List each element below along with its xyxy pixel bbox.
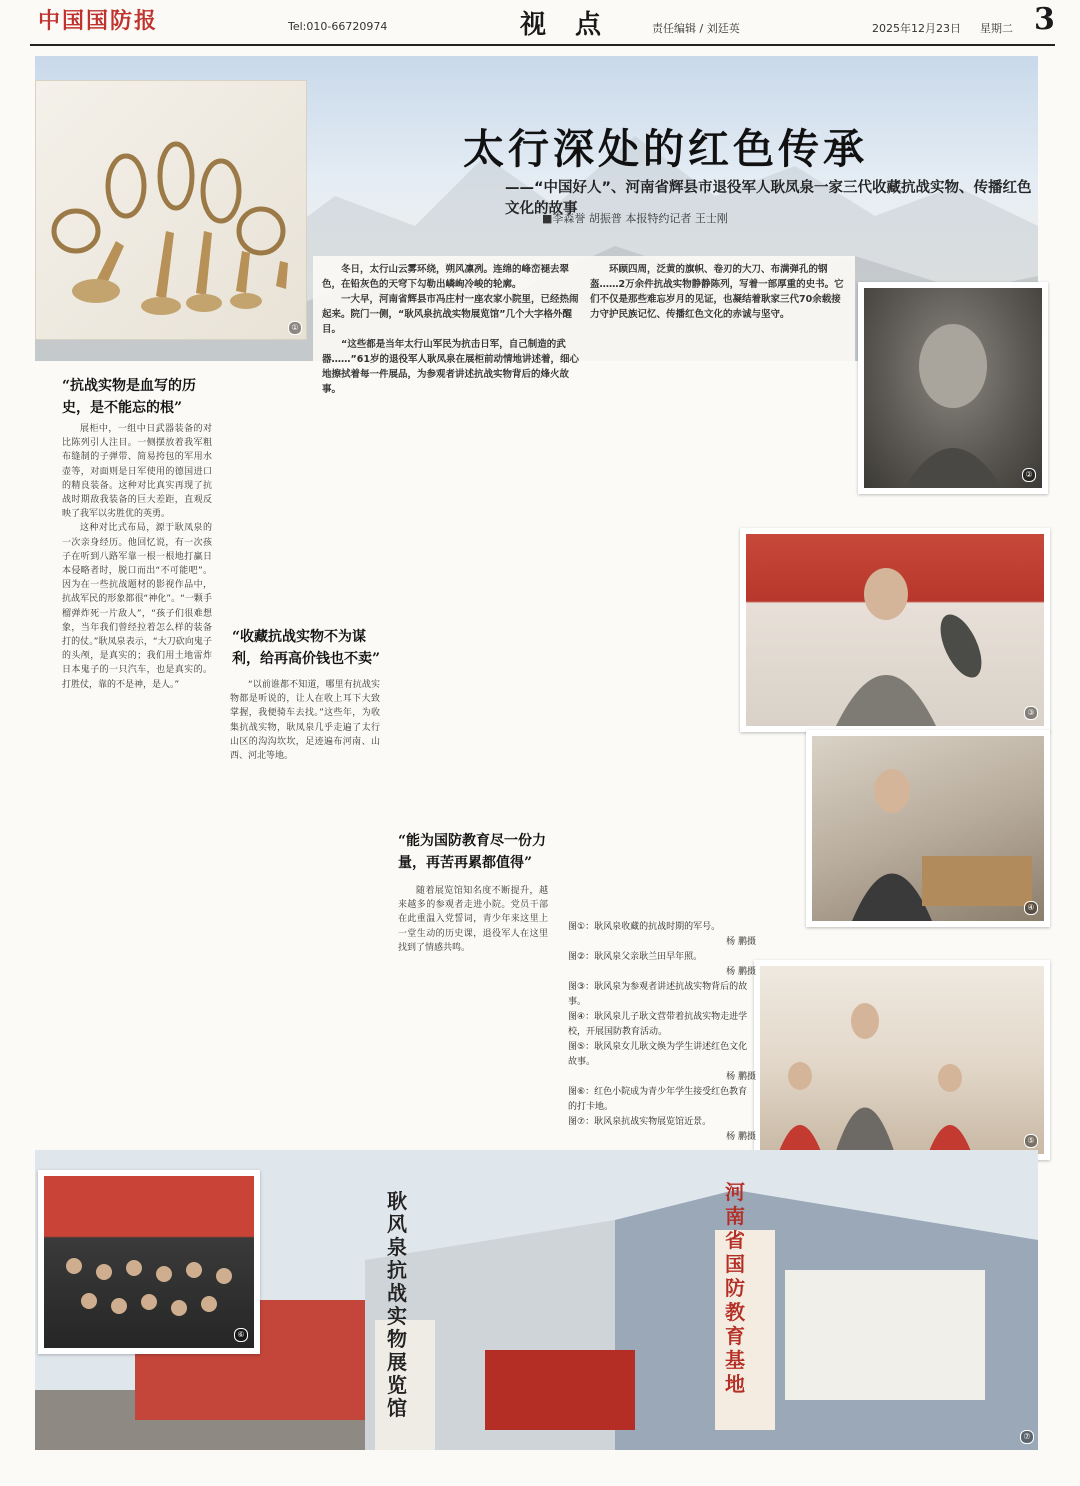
bugle-icon [36,81,306,339]
caption-credit-1: 杨 鹏摄 [726,937,756,947]
body-paragraph: 展柜中，一组中日武器装备的对比陈列引人注目。一侧摆放着我军粗布缝制的子弹带、简易挎包的军用水壶等，对面则是日军使用的德国进口的精良装备。这种对比真实再现了抗战时期敌我装备的巨大差距，直观反映了我军以劣胜优的英勇。 [62,424,212,520]
issue-date: 2025年12月23日 [872,22,961,35]
school-exhibit-photo [806,730,1050,927]
article-column-2 [230,678,380,1142]
caption-credit-3: 杨 鹏摄 [726,1072,756,1082]
section-heading-2: “收藏抗战实物不为谋利，给再高价钱也不卖” [232,629,381,667]
body-paragraph: 这种对比式布局，源于耿凤泉的一次亲身经历。他回忆说，有一次孩子在听到八路军靠一根一根地打赢日本侵略者时，脱口而出“不可能吧”。因为在一些抗战题材的影视作品中，抗战军民的形象都很“神化”。“一颗手榴弹炸死一片敌人”，“孩子们很难想象，当年我们曾经拉着怎么样的装备打的仗。”耿凤泉表示，“大刀砍向鬼子的头颅，是真实的；我们用土地雷炸日本鬼子的一只汽车，也是真实的。打胜仗，靠的不是神，是人。” [62,523,212,690]
article-headline: 太行深处的红色传承 [463,125,868,173]
students-icon [760,966,1044,1154]
caption-6: 图⑥：红色小院成为青少年学生接受红色教育的打卡地。 [568,1087,748,1112]
lead-paragraph: 一大早，河南省辉县市冯庄村一座农家小院里，已经热闹起来。院门一侧，“耿风泉抗战实物展览馆”几个大字格外醒目。 [322,294,579,335]
caption-credit-final: 杨 鹏摄 [726,1132,756,1142]
photo-mark-2: ② [1022,468,1036,482]
photo-mark-3: ③ [1024,706,1038,720]
photo-mark-5: ⑤ [1024,1134,1038,1148]
students-photo [754,960,1050,1160]
newspaper-logo: 中国国防报 [38,8,159,34]
veteran-with-shell-icon [746,534,1044,726]
caption-3: 图③：耿风泉为参观者讲述抗战实物背后的故事。 [568,982,748,1007]
caption-credit-2: 杨 鹏摄 [726,967,756,977]
section-title: 视 点 [520,10,612,40]
photo-mark-7: ⑦ [1020,1430,1034,1444]
building-sign-right: 河南省国防教育基地 [725,1180,745,1396]
soldier-portrait-icon [864,288,1042,488]
article-byline: ■李森誉 胡振普 本报特约记者 王士刚 [542,212,728,225]
caption-4: 图④：耿风泉儿子耿文营带着抗战实物走进学校，开展国防教育活动。 [568,1012,748,1037]
photo-mark-6: ⑥ [234,1328,248,1342]
issue-weekday: 星期二 [980,22,1013,35]
body-paragraph: “以前谁都不知道，哪里有抗战实物都是听说的，让人在收上耳下大致掌握，我便骑车去找。”这些年，为收集抗战实物，耿凤泉几乎走遍了太行山区的沟沟坎坎，足迹遍布河南、山西、河北等地。 [230,680,380,762]
crowd-photo [38,1170,260,1354]
photo-mark-1: ① [288,321,302,335]
page-number: 3 [1034,2,1055,37]
article-column-3 [398,884,548,1142]
photo-mark-4: ④ [1024,901,1038,915]
responsible-editor: 责任编辑 / 刘廷英 [652,22,740,35]
exhibition-table-icon [812,736,1044,921]
photo-captions [568,920,756,1164]
lead-col-2 [590,262,850,362]
caption-7: 图⑦：耿风泉抗战实物展览馆近景。 [568,1117,712,1127]
section-heading-1: “抗战实物是血写的历史，是不能忘的根” [62,378,197,416]
caption-1: 图①：耿风泉收藏的抗战时期的军号。 [568,922,721,932]
phone-number: Tel:010-66720974 [288,20,388,33]
body-paragraph: 随着展览馆知名度不断提升，越来越多的参观者走进小院。党员干部在此重温入党誓词，青少年来这里上一堂生动的历史课，退役军人在这里找到了情感共鸣。 [398,886,548,953]
exhibit-talk-photo [740,528,1050,732]
section-heading-3: “能为国防教育尽一份力量，再苦再累都值得” [398,833,547,871]
article-subheadline: ——“中国好人”、河南省辉县市退役军人耿凤泉一家三代收藏抗战实物、传播红色文化的故事 [505,180,1032,217]
lead-paragraph: 环顾四周，泛黄的旗帜、卷刃的大刀、布满弹孔的钢盔……2万余件抗战实物静静陈列，写着一部厚重的史书。它们不仅是那些难忘岁月的见证，也凝结着耿家三代70余载接力守护民族记忆、传播红色文化的赤诚与坚守。 [590,264,844,320]
bugle-photo [35,80,307,340]
caption-2: 图②：耿风泉父亲耿兰田早年照。 [568,952,703,962]
portrait-photo [858,282,1048,494]
masthead [30,0,1055,46]
building-sign-vertical: 耿风泉抗战实物展览馆 [387,1189,407,1420]
caption-5: 图⑤：耿风泉女儿耿文焕为学生讲述红色文化故事。 [568,1042,748,1067]
article-column-1 [62,422,212,1142]
lead-paragraph: “这些都是当年太行山军民为抗击日军，自己制造的武器……”61岁的退役军人耿凤泉在展柜前动情地讲述着，细心地擦拭着每一件展品，为参观者讲述抗战实物背后的烽火故事。 [322,339,579,395]
crowd-icon [44,1176,254,1348]
lead-col-1 [322,262,580,395]
lead-paragraph: 冬日，太行山云雾环绕，朔风凛冽。连绵的峰峦褪去翠色，在铅灰色的天穹下勾勒出嶙峋冷峻的轮廓。 [322,264,570,290]
